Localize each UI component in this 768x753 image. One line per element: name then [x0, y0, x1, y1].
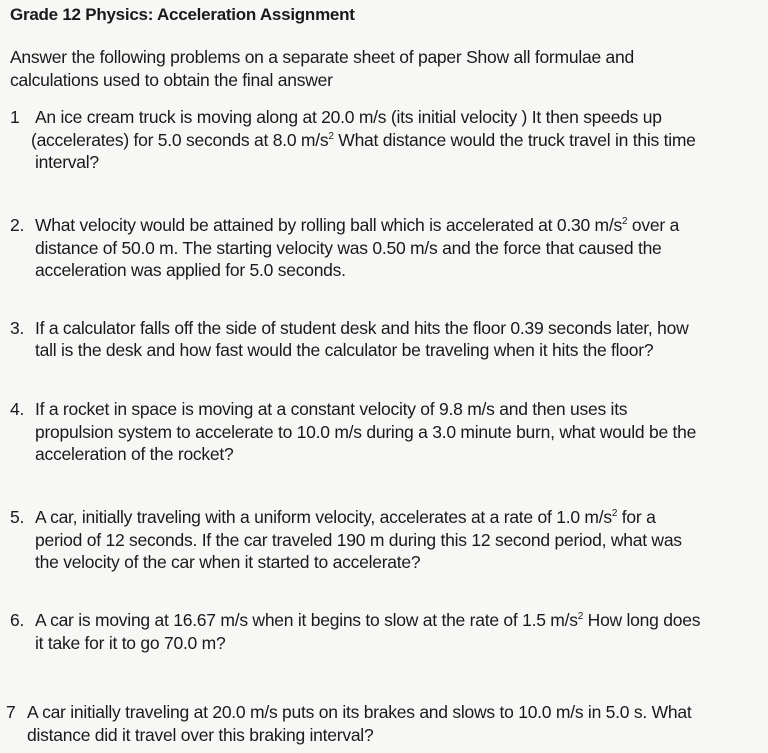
question-1-line [31, 129, 696, 151]
question-3-line: If a calculator falls off the side of student desk and hits the floor 0.39 seconds later, how [35, 318, 689, 338]
text: (accelerates) for 5.0 seconds at 8.0 m/s [31, 130, 329, 150]
text: over a [627, 215, 680, 235]
instructions-line: calculations used to obtain the final answer [10, 70, 333, 90]
text: What velocity would be attained by rolling ball which is accelerated at 0.30 m/s [35, 215, 622, 235]
text: for a [617, 507, 656, 527]
question-4-line: propulsion system to accelerate to 10.0 m/s during a 3.0 minute burn, what would be the [35, 422, 697, 442]
question-6-line [35, 609, 700, 631]
question-6-line: it take for it to go 70.0 m? [35, 633, 226, 653]
question-number: 5. [10, 507, 25, 527]
question-7-line: A car initially traveling at 20.0 m/s puts on its brakes and slows to 10.0 m/s in 5.0 s. What [27, 702, 692, 722]
question-7-line: distance did it travel over this braking interval? [27, 725, 374, 745]
question-2-line [35, 214, 679, 236]
question-4-line: acceleration of the rocket? [35, 444, 234, 464]
question-5-line [35, 506, 656, 528]
superscript: 2 [328, 131, 334, 142]
question-number: 6. [10, 610, 25, 630]
question-number: 1 [10, 107, 20, 127]
question-1-line: interval? [35, 152, 99, 172]
text: How long does [583, 610, 701, 630]
superscript: 2 [611, 508, 618, 519]
question-5-line: period of 12 seconds. If the car traveled 190 m during this 12 second period, what was [35, 530, 682, 550]
text: A car is moving at 16.67 m/s when it begins to slow at the rate of 1.5 m/s [35, 610, 578, 630]
question-number: 7 [6, 702, 16, 722]
question-number: 3. [10, 318, 25, 338]
text: A car, initially traveling with a uniform velocity, accelerates at a rate of 1.0 m/s [35, 507, 612, 527]
question-number: 2. [10, 215, 25, 235]
instructions-line: Answer the following problems on a separate sheet of paper Show all formulae and [10, 47, 634, 67]
question-1-line: An ice cream truck is moving along at 20.0 m/s (its initial velocity ) It then speeds up [35, 107, 662, 127]
question-4-line: If a rocket in space is moving at a constant velocity of 9.8 m/s and then uses its [35, 399, 628, 419]
question-5-line: the velocity of the car when it started to accelerate? [35, 552, 421, 572]
question-2-line: distance of 50.0 m. The starting velocity was 0.50 m/s and the force that caused the [35, 238, 662, 258]
question-number: 4. [10, 399, 25, 419]
page-title: Grade 12 Physics: Acceleration Assignment [10, 5, 355, 24]
superscript: 2 [577, 611, 584, 622]
question-3-line: tall is the desk and how fast would the calculator be traveling when it hits the floor? [35, 340, 654, 360]
question-2-line: acceleration was applied for 5.0 seconds. [35, 260, 346, 280]
text: What distance would the truck travel in this time [333, 130, 696, 150]
superscript: 2 [621, 216, 628, 227]
